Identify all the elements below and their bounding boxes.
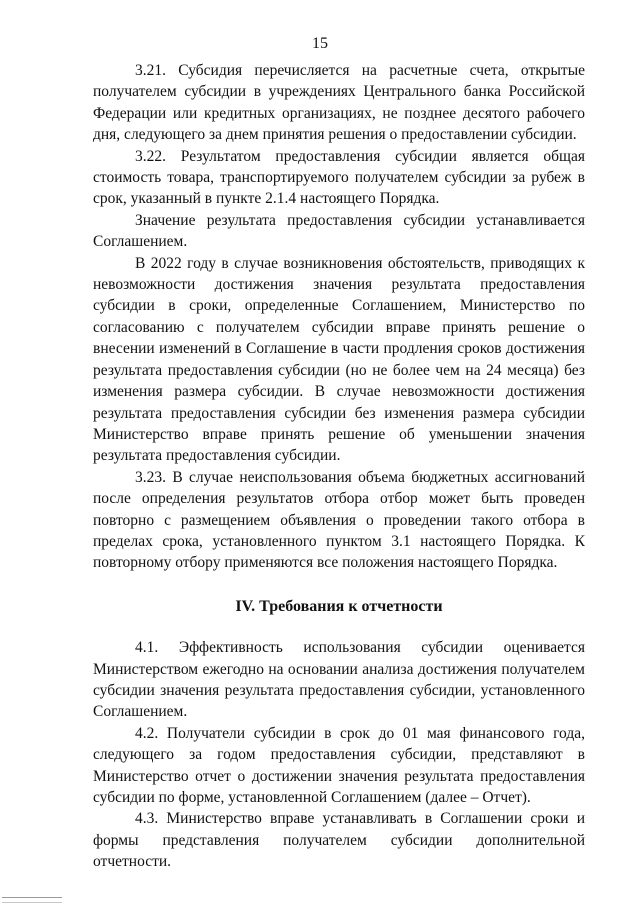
section-heading: IV. Требования к отчетности bbox=[235, 597, 443, 615]
document-body bbox=[93, 60, 585, 873]
paragraph-result-value: Значение результата предоставления субсидии устанавливается Соглашением. bbox=[93, 211, 585, 251]
paragraph-3-22: 3.22. Результатом предоставления субсидии является общая стоимость товара, транспортируемого получателем субсидии за рубеж в срок, указанный в пункте 2.1.4 настоящего Порядка. bbox=[93, 147, 585, 208]
scan-edge-mark bbox=[2, 897, 62, 903]
page-number: 15 bbox=[312, 35, 328, 52]
paragraph-4-3: 4.3. Министерство вправе устанавливать в Соглашении сроки и формы представления получателем субсидии дополнительной отчетности. bbox=[93, 810, 585, 871]
paragraph-2022-circumstances: В 2022 году в случае возникновения обстоятельств, приводящих к невозможности достижения значения результата предоставления субсидии в сроки, определенные Соглашением, Министерство по согласованию с получателем субсидии вправе принять решение о внесении изменений в Соглашение в части продления сроков достижения результата предоставления субсидии (но не более чем на 24 месяца) без изменения размера субсидии. В случае невозможности достижения результата предоставления субсидии без изменения размера субсидии Министерство вправе принять решение об уменьшении значения результата предоставления субсидии. bbox=[93, 254, 585, 465]
paragraph-3-21: 3.21. Субсидия перечисляется на расчетные счета, открытые получателем субсидии в учреждениях Центрального банка Российской Федерации или кредитных организациях, не позднее десятого рабочего дня, следующего за днем принятия решения о предоставлении субсидии. bbox=[93, 62, 585, 144]
paragraph-4-2: 4.2. Получатели субсидии в срок до 01 мая финансового года, следующего за годом предоставления субсидии, представляют в Министерство отчет о достижении значения результата предоставления субсидии по форме, установленной Соглашением (далее – Отчет). bbox=[93, 724, 585, 806]
paragraph-3-23: 3.23. В случае неиспользования объема бюджетных ассигнований после определения результатов отбора отбор может быть проведен повторно с размещением объявления о проведении такого отбора в пределах срока, установленного пунктом 3.1 настоящего Порядка. К повторному отбору применяются все положения настоящего Порядка. bbox=[93, 468, 585, 572]
paragraph-4-1: 4.1. Эффективность использования субсидии оценивается Министерством ежегодно на основании анализа достижения получателем субсидии значения результата предоставления субсидии, установленного Соглашением. bbox=[93, 639, 585, 721]
